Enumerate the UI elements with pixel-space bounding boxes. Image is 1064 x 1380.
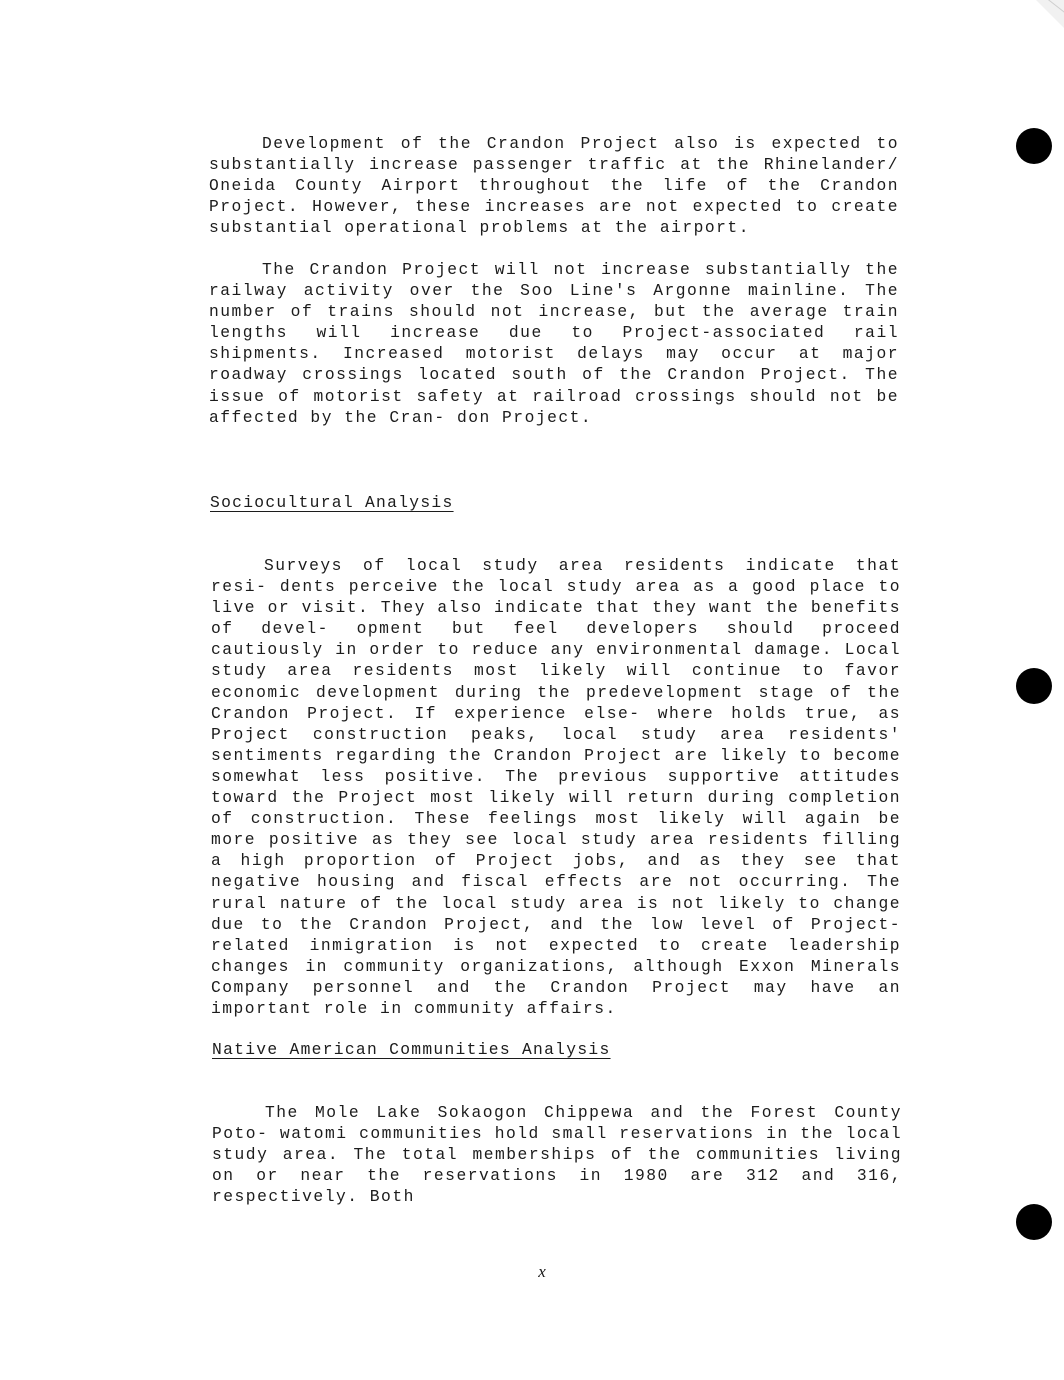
heading-native-american-communities-analysis: Native American Communities Analysis <box>212 1040 611 1059</box>
paragraph-railway-activity: The Crandon Project will not increase substantially the railway activity over the Soo Line's Argonne mainline. The number of trains should not increase, but the average train lengths will increase due to Project-associated rail shipments. Increased motorist delays may occur at major roadway crossings located south of the Crandon Project. The issue of motorist safety at railroad crossings should not be affected by the Cran- don Project. <box>209 260 899 427</box>
paragraph-airport-traffic: Development of the Crandon Project also is expected to substantially increase passenger traffic at the Rhinelander/ Oneida County Airport throughout the life of the Crandon Project. However, these increases are not expected to create substantial operational problems at the airport. <box>209 134 899 238</box>
paragraph-sociocultural: Surveys of local study area residents indicate that resi- dents perceive the local study area as a good place to live or visit. They also indicate that they want the benefits of devel- opment but feel developers should proceed cautiously in order to reduce any environmental damage. Local study area residents most likely will continue to favor economic development during the predevelopment stage of the Crandon Project. If experience else- where holds true, as Project construction peaks, local study area residents' sentiments regarding the Crandon Project are likely to become somewhat less positive. The previous supportive attitudes toward the Project most likely will return during completion of construction. These feelings most likely will again be more positive as they see local study area residents filling a high proportion of Project jobs, and as they see that negative housing and fiscal effects are not occurring. The rural nature of the local study area is not likely to change due to the Crandon Project, and the low level of Project-related inmigration is not expected to create leadership changes in community organizations, although Exxon Minerals Company personnel and the Crandon Project may have an important role in community affairs. <box>211 556 901 1018</box>
punch-hole-bottom <box>1016 1204 1052 1240</box>
page-number: x <box>538 1262 546 1281</box>
heading-sociocultural-analysis: Sociocultural Analysis <box>210 493 454 512</box>
punch-hole-top <box>1016 128 1052 164</box>
punch-hole-middle <box>1016 668 1052 704</box>
page-corner-fold <box>1036 0 1064 28</box>
paragraph-native-american: The Mole Lake Sokaogon Chippewa and the Forest County Poto- watomi communities hold small reservations in the local study area. The total memberships of the communities living on or near the reservations in 1980 are 312 and 316, respectively. Both <box>212 1103 902 1207</box>
